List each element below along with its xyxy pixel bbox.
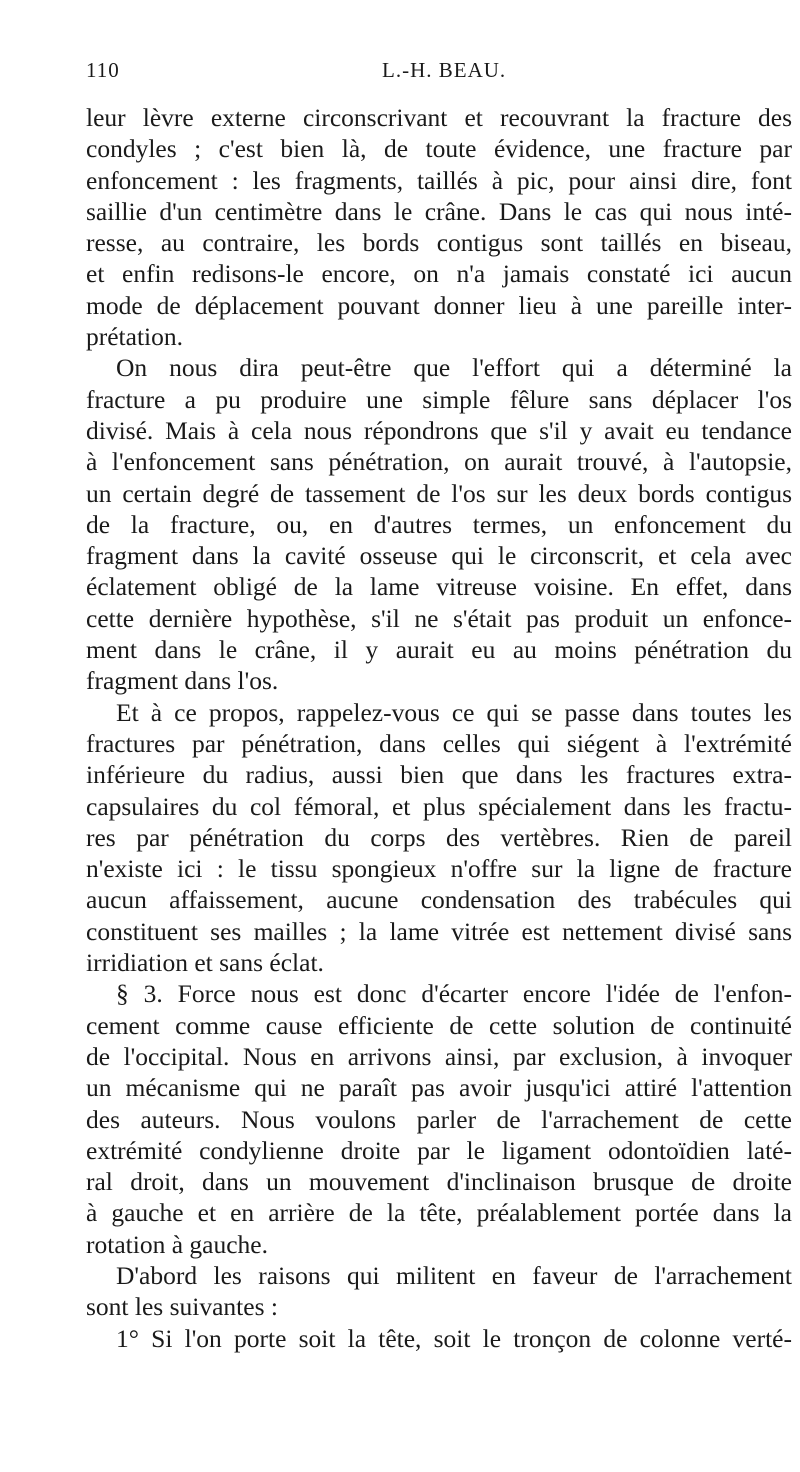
text-line: mode de déplacement pouvant donner lieu à une pareille inter- [86, 290, 792, 320]
text-line: inférieure du radius, aussi bien que dans les fractures extra- [86, 760, 792, 790]
text-line: un mécanisme qui ne paraît pas avoir jusqu'ici attiré l'attention [86, 1073, 792, 1103]
running-head: L.-H. BEAU. [382, 58, 507, 82]
text-line: res par pénétration du corps des vertèbres. Rien de pareil [86, 822, 792, 852]
text-line: constituent ses mailles ; la lame vitrée est nettement divisé sans [86, 916, 792, 946]
text-line: extrémité condylienne droite par le ligament odontoïdien laté- [86, 1135, 792, 1165]
text-line: fracture a pu produire une simple fêlure sans déplacer l'os [86, 384, 792, 414]
text-line: à gauche et en arrière de la tête, préalablement portée dans la [86, 1198, 792, 1228]
text-line: cette dernière hypothèse, s'il ne s'était pas produit un enfonce- [86, 603, 792, 633]
paragraph-start-line: D'abord les raisons qui militent en faveur de l'arrachement [116, 1260, 792, 1290]
text-line: saillie d'un centimètre dans le crâne. Dans le cas qui nous inté- [86, 196, 792, 226]
paragraph-start-line: On nous dira peut-être que l'effort qui a déterminé la [116, 353, 792, 383]
text-line: et enfin redisons-le encore, on n'a jamais constaté ici aucun [86, 259, 792, 289]
paragraph-start-line: Et à ce propos, rappelez-vous ce qui se passe dans toutes les [116, 697, 792, 727]
text-line: irridiation et sans éclat. [86, 948, 324, 978]
text-line: cement comme cause efficiente de cette solution de continuité [86, 1010, 792, 1040]
text-line: à l'enfoncement sans pénétration, on aurait trouvé, à l'autopsie, [86, 447, 792, 477]
text-line: un certain degré de tassement de l'os sur les deux bords contigus [86, 478, 792, 508]
text-line: leur lèvre externe circonscrivant et recouvrant la fracture des [86, 103, 792, 132]
text-line: resse, au contraire, les bords contigus sont taillés en biseau, [86, 228, 792, 258]
text-line: ral droit, dans un mouvement d'inclinaison brusque de droite [86, 1167, 792, 1197]
page-number: 110 [86, 58, 120, 82]
body-text [86, 102, 792, 1354]
text-line: condyles ; c'est bien là, de toute évidence, une fracture par [86, 134, 792, 164]
text-line: divisé. Mais à cela nous répondrons que s'il y avait eu tendance [86, 415, 792, 445]
text-line: enfoncement : les fragments, taillés à pic, pour ainsi dire, font [86, 165, 792, 195]
text-line: rotation à gauche. [86, 1229, 268, 1259]
text-line: capsulaires du col fémoral, et plus spécialement dans les fractu- [86, 791, 792, 821]
text-line: n'existe ici : le tissu spongieux n'offre sur la ligne de fracture [86, 854, 792, 884]
text-line: des auteurs. Nous voulons parler de l'arrachement de cette [86, 1104, 792, 1134]
book-page [86, 58, 792, 1354]
page-header [86, 58, 792, 88]
text-line: éclatement obligé de la lame vitreuse voisine. En effet, dans [86, 572, 792, 602]
text-line: fragment dans l'os. [86, 666, 279, 696]
text-line: de l'occipital. Nous en arrivons ainsi, par exclusion, à invoquer [86, 1041, 792, 1071]
text-line: fractures par pénétration, dans celles qui siégent à l'extrémité [86, 728, 792, 758]
text-line: prétation. [86, 322, 184, 352]
text-line: de la fracture, ou, en d'autres termes, un enfoncement du [86, 509, 792, 539]
paragraph-start-line: 1° Si l'on porte soit la tête, soit le tronçon de colonne verté- [116, 1323, 792, 1353]
text-line: fragment dans la cavité osseuse qui le circonscrit, et cela avec [86, 541, 792, 571]
paragraph-start-line: § 3. Force nous est donc d'écarter encore l'idée de l'enfon- [116, 979, 792, 1009]
text-line: sont les suivantes : [86, 1292, 278, 1322]
text-line: ment dans le crâne, il y aurait eu au moins pénétration du [86, 635, 792, 665]
text-line: aucun affaissement, aucune condensation des trabécules qui [86, 885, 792, 915]
